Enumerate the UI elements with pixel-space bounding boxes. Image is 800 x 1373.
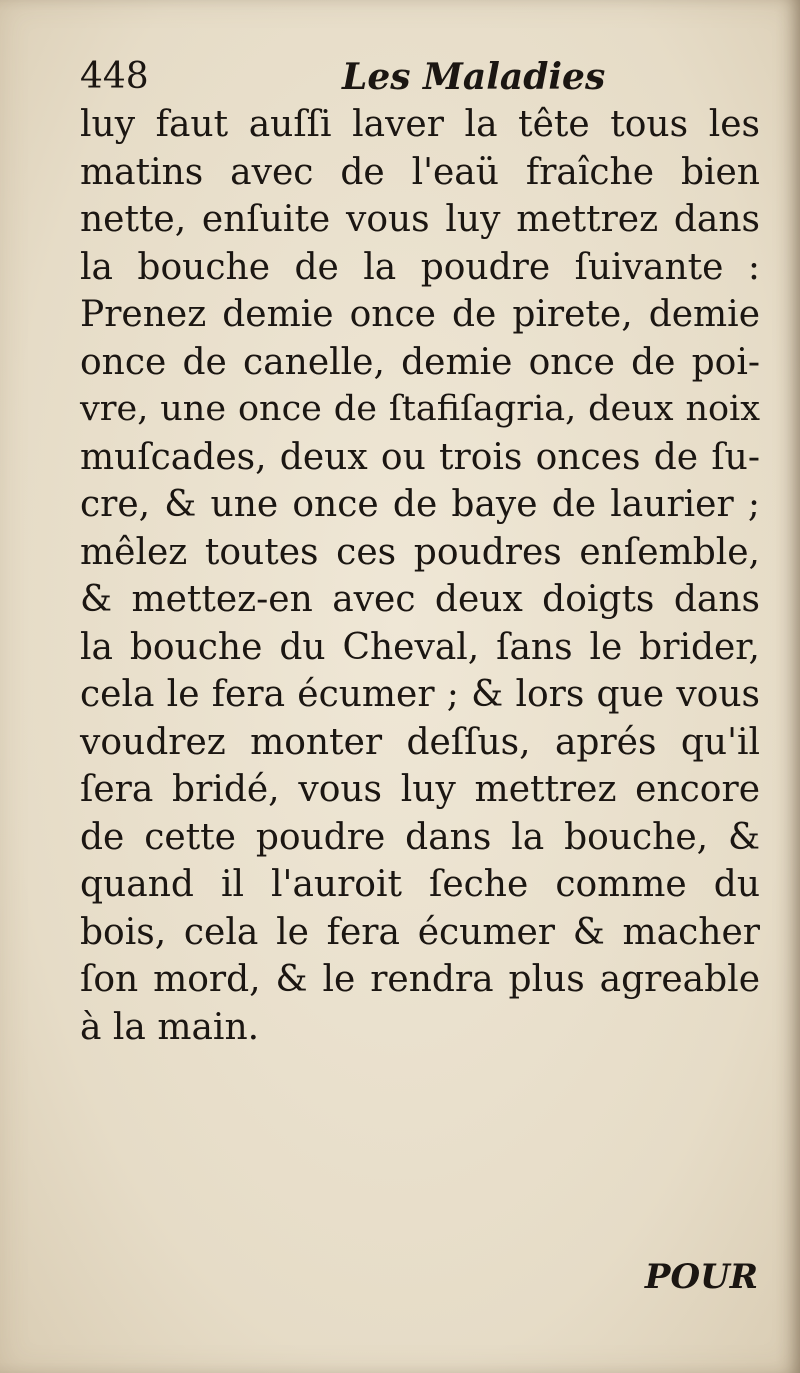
text-line: quand il l'auroit ſeche comme du [80, 864, 760, 905]
text-line: & mettez-en avec deux doigts dans [80, 579, 760, 620]
text-line: la bouche de la poudre ſuivante : [80, 246, 760, 288]
text-line: ſera bridé, vous luy mettrez encore [80, 769, 760, 810]
text-line: nette, enſuite vous luy mettrez dans [80, 199, 760, 240]
page-number: 448 [80, 56, 149, 97]
body-text [80, 101, 760, 1051]
text-line: bois, cela le fera écumer & macher [80, 911, 760, 953]
text-line: voudrez monter deſſus, aprés qu'il [80, 721, 760, 763]
text-line: muſcades, deux ou trois onces de ſu- [80, 436, 760, 478]
page-header [80, 52, 760, 102]
text-line: cela le fera écumer ; & lors que vous [80, 674, 760, 715]
text-line: matins avec de l'eaü fraîche bien [80, 151, 760, 193]
text-line: cre, & une once de baye de laurier ; [80, 484, 760, 525]
running-head: Les Maladies [342, 56, 606, 98]
text-line: luy faut auſſi laver la tête tous les [80, 104, 760, 145]
catchword: POUR [644, 1257, 758, 1297]
text-line: ſon mord, & le rendra plus agreable [80, 959, 760, 1000]
text-line: à la main. [80, 1006, 260, 1048]
text-line: de cette poudre dans la bouche, & [80, 816, 760, 858]
text-line: mêlez toutes ces poudres enſemble, [80, 531, 760, 573]
text-line: la bouche du Cheval, ſans le brider, [80, 626, 760, 668]
text-line: Prenez demie once de pirete, demie [80, 294, 760, 335]
text-line: vre, une once de ſtafiſagria, deux noix [80, 389, 760, 429]
text-line: once de canelle, demie once de poi- [80, 341, 760, 383]
